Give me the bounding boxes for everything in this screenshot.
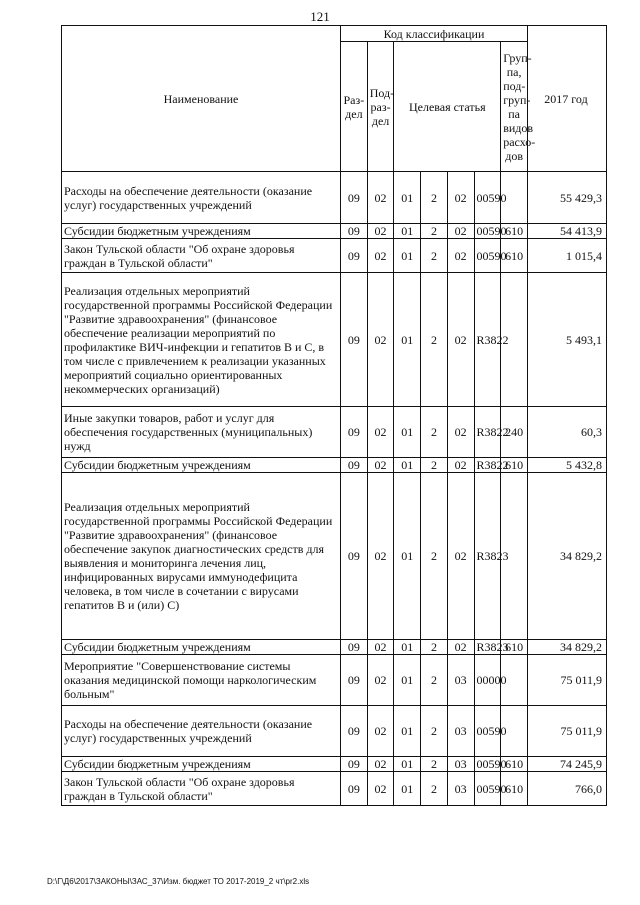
- row-amount: 74 245,9: [528, 757, 607, 772]
- row-amount: 5 493,1: [528, 273, 607, 407]
- row-section: 09: [341, 473, 368, 640]
- row-section: 09: [341, 640, 368, 655]
- header-name: Наименование: [62, 26, 341, 172]
- header-section-line: дел: [345, 106, 363, 121]
- row-measure: 03: [447, 772, 474, 806]
- row-direction: R3823: [474, 473, 501, 640]
- header-year: 2017 год: [528, 26, 607, 172]
- row-group: 610: [501, 772, 528, 806]
- row-measure: 02: [447, 640, 474, 655]
- row-name: Реализация отдельных мероприятий государственной программы Российской Федерации "Развитие здравоохранения" (финансовое обеспечение закупок диагностических средств для выявления и мониторинга лечения лиц, инфицированных вирусами иммунодефицита человека, в том числе в сочетании с вирусами гепатитов В и (или) С): [62, 473, 341, 640]
- header-section: [341, 42, 368, 172]
- header-target: Целевая статья: [394, 42, 501, 172]
- row-direction: 00590: [474, 706, 501, 757]
- row-measure: 02: [447, 458, 474, 473]
- page-number: 121: [310, 9, 330, 24]
- row-subprogram: 2: [421, 239, 448, 273]
- header-group-line: Груп-: [503, 50, 532, 65]
- row-subsection: 02: [367, 706, 394, 757]
- row-direction: R3822: [474, 407, 501, 458]
- row-section: 09: [341, 239, 368, 273]
- table-row: [62, 458, 607, 473]
- row-subsection: 02: [367, 473, 394, 640]
- table-row: [62, 407, 607, 458]
- row-subprogram: 2: [421, 407, 448, 458]
- row-amount: 1 015,4: [528, 239, 607, 273]
- row-section: 09: [341, 407, 368, 458]
- row-measure: 02: [447, 224, 474, 239]
- row-section: 09: [341, 757, 368, 772]
- row-section: 09: [341, 655, 368, 706]
- row-name: Субсидии бюджетным учреждениям: [62, 458, 341, 473]
- row-name: Субсидии бюджетным учреждениям: [62, 640, 341, 655]
- row-amount: 766,0: [528, 772, 607, 806]
- row-program: 01: [394, 655, 421, 706]
- row-program: 01: [394, 757, 421, 772]
- row-direction: 00590: [474, 239, 501, 273]
- row-direction: 00590: [474, 224, 501, 239]
- row-amount: 34 829,2: [528, 640, 607, 655]
- row-amount: 55 429,3: [528, 172, 607, 224]
- header-subsection-line: дел: [371, 113, 390, 128]
- table-row: [62, 224, 607, 239]
- row-measure: 02: [447, 407, 474, 458]
- row-subsection: 02: [367, 640, 394, 655]
- row-group: 610: [501, 239, 528, 273]
- row-subsection: 02: [367, 224, 394, 239]
- row-direction: 00590: [474, 757, 501, 772]
- row-measure: 03: [447, 706, 474, 757]
- row-subprogram: 2: [421, 772, 448, 806]
- budget-table: [61, 25, 607, 806]
- row-amount: 60,3: [528, 407, 607, 458]
- row-name: Закон Тульской области "Об охране здоровья граждан в Тульской области": [62, 239, 341, 273]
- row-section: 09: [341, 273, 368, 407]
- row-subsection: 02: [367, 458, 394, 473]
- header-group-line: под-: [503, 78, 526, 93]
- row-program: 01: [394, 239, 421, 273]
- row-name: Субсидии бюджетным учреждениям: [62, 757, 341, 772]
- table-row: [62, 772, 607, 806]
- row-direction: 00590: [474, 172, 501, 224]
- row-name: Иные закупки товаров, работ и услуг для обеспечения государственных (муниципальных) нужд: [62, 407, 341, 458]
- row-section: 09: [341, 172, 368, 224]
- row-amount: 54 413,9: [528, 224, 607, 239]
- file-path-footer: D:\Г\Д6\2017\ЗАКОНЫ\ЗАС_37\Изм. бюджет ТО 2017-2019_2 чт\pr2.xls: [47, 877, 310, 886]
- row-name: Субсидии бюджетным учреждениям: [62, 224, 341, 239]
- row-subsection: 02: [367, 655, 394, 706]
- header-group-line: па: [508, 106, 520, 121]
- row-direction: R3822: [474, 458, 501, 473]
- row-program: 01: [394, 407, 421, 458]
- row-program: 01: [394, 706, 421, 757]
- row-subprogram: 2: [421, 172, 448, 224]
- row-group: 610: [501, 640, 528, 655]
- row-program: 01: [394, 224, 421, 239]
- row-group: 610: [501, 458, 528, 473]
- row-name: Мероприятие "Совершенствование системы оказания медицинской помощи наркологическим больным": [62, 655, 341, 706]
- row-measure: 02: [447, 473, 474, 640]
- row-subprogram: 2: [421, 224, 448, 239]
- row-name: Расходы на обеспечение деятельности (оказание услуг) государственных учреждений: [62, 172, 341, 224]
- header-row-top: [62, 26, 607, 42]
- row-program: 01: [394, 458, 421, 473]
- header-group: [501, 42, 536, 172]
- header-subsection: [367, 42, 394, 172]
- table-row: [62, 757, 607, 772]
- row-subprogram: 2: [421, 706, 448, 757]
- row-group: 610: [501, 757, 528, 772]
- row-subsection: 02: [367, 273, 394, 407]
- row-measure: 02: [447, 239, 474, 273]
- row-program: 01: [394, 172, 421, 224]
- row-name: Закон Тульской области "Об охране здоровья граждан в Тульской области": [62, 772, 341, 806]
- header-code: Код классификации: [341, 26, 528, 42]
- row-program: 01: [394, 273, 421, 407]
- header-subsection-line: раз-: [370, 99, 391, 114]
- row-section: 09: [341, 224, 368, 239]
- row-subprogram: 2: [421, 273, 448, 407]
- row-direction: R3822: [474, 273, 501, 407]
- row-group: 610: [501, 224, 528, 239]
- row-subsection: 02: [367, 407, 394, 458]
- header-section-line: Раз-: [343, 92, 365, 107]
- row-subprogram: 2: [421, 757, 448, 772]
- row-subsection: 02: [367, 172, 394, 224]
- row-direction: 00000: [474, 655, 501, 706]
- row-name: Реализация отдельных мероприятий государственной программы Российской Федерации "Развитие здравоохранения" (финансовое обеспечение реализации мероприятий по профилактике ВИЧ-инфекции и гепатитов В и С, в том числе с привлечением к реализации указанных мероприятий социально ориентированных некоммерческих организаций): [62, 273, 341, 407]
- header-group-line: груп-: [503, 92, 531, 107]
- row-subsection: 02: [367, 772, 394, 806]
- row-measure: 03: [447, 655, 474, 706]
- row-subprogram: 2: [421, 458, 448, 473]
- row-subprogram: 2: [421, 655, 448, 706]
- table-row: [62, 640, 607, 655]
- row-section: 09: [341, 706, 368, 757]
- row-amount: 34 829,2: [528, 473, 607, 640]
- row-amount: 75 011,9: [528, 655, 607, 706]
- row-direction: 00590: [474, 772, 501, 806]
- header-group-line: расхо-: [503, 134, 536, 149]
- row-section: 09: [341, 772, 368, 806]
- header-group-line: дов: [505, 148, 523, 163]
- header-group-line: видов: [503, 120, 534, 135]
- header-group-line: па,: [506, 64, 522, 79]
- row-program: 01: [394, 640, 421, 655]
- row-name: Расходы на обеспечение деятельности (оказание услуг) государственных учреждений: [62, 706, 341, 757]
- table-row: [62, 239, 607, 273]
- row-direction: R3823: [474, 640, 501, 655]
- table-row: [62, 172, 607, 224]
- table-row: [62, 706, 607, 757]
- row-amount: 5 432,8: [528, 458, 607, 473]
- row-program: 01: [394, 772, 421, 806]
- row-section: 09: [341, 458, 368, 473]
- row-amount: 75 011,9: [528, 706, 607, 757]
- row-group: 240: [501, 407, 528, 458]
- row-subsection: 02: [367, 757, 394, 772]
- table-row: [62, 273, 607, 407]
- row-program: 01: [394, 473, 421, 640]
- row-measure: 02: [447, 273, 474, 407]
- header-subsection-line: Под-: [369, 85, 395, 100]
- row-measure: 03: [447, 757, 474, 772]
- table-row: [62, 473, 607, 640]
- row-measure: 02: [447, 172, 474, 224]
- row-subsection: 02: [367, 239, 394, 273]
- row-subprogram: 2: [421, 640, 448, 655]
- row-subprogram: 2: [421, 473, 448, 640]
- table-row: [62, 655, 607, 706]
